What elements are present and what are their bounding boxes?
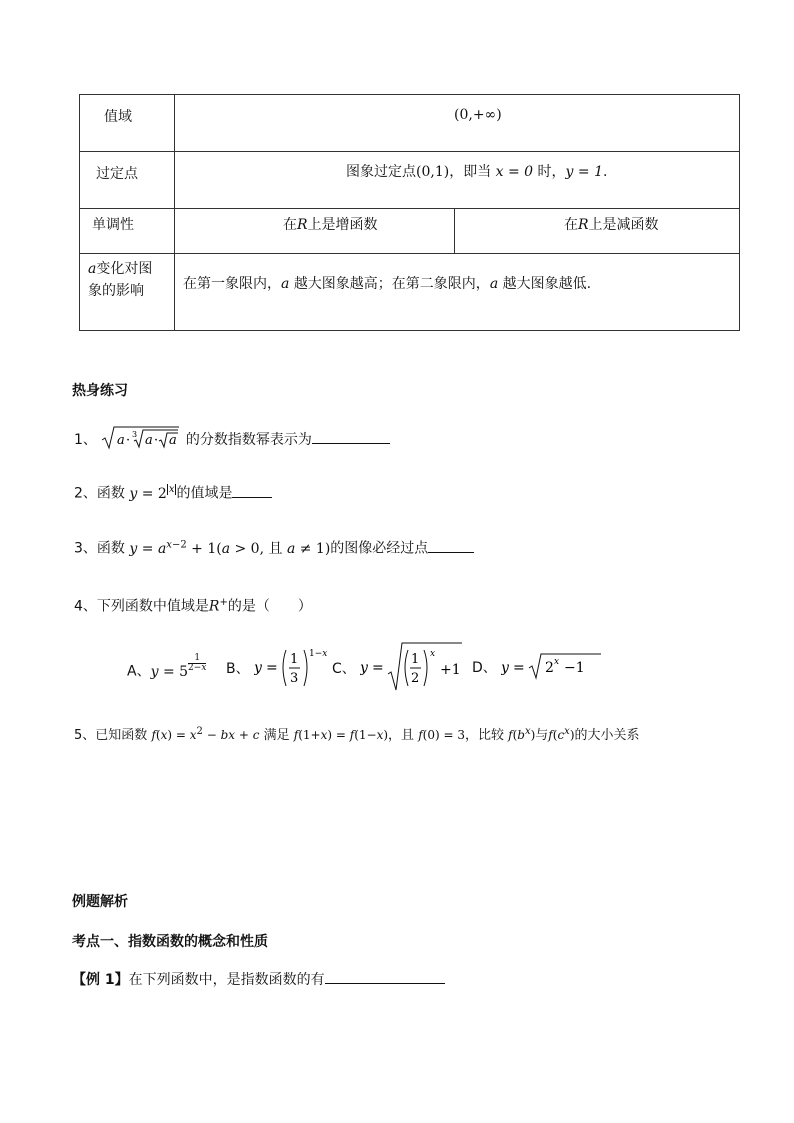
mono-right-pre: 在 [564, 217, 578, 233]
q5-mid1: 满足 [263, 728, 290, 743]
a-effect-part1: 在第一象限内， [183, 276, 281, 292]
q3-answer-blank [428, 538, 474, 553]
table-divider [80, 208, 739, 209]
q4-symbol-r: R [208, 598, 220, 615]
fixed-point-mid2: 时， [537, 164, 566, 180]
label-a-line2: 象的影响 [88, 283, 144, 299]
q2-pre: 函数 [96, 485, 125, 502]
svg-text:+1: +1 [440, 662, 461, 678]
question-3 [74, 535, 474, 559]
svg-text:y: y [254, 660, 262, 676]
q4-option-d-formula [501, 652, 603, 680]
label-a-var: a [88, 261, 97, 277]
table-divider [174, 95, 175, 330]
mono-left-post: 上是增函数 [307, 217, 378, 233]
svg-text:1−x: 1−x [309, 649, 328, 659]
q4-symbol-plus: + [219, 597, 228, 608]
label-a-line1: 变化对图 [96, 261, 153, 277]
q2-formula: y = 2 $^x$ [129, 484, 175, 502]
svg-text:1: 1 [290, 652, 299, 667]
mono-left-pre: 在 [283, 217, 297, 233]
row-label-monotonicity: 单调性 [92, 217, 134, 233]
q4-option-c-formula [360, 640, 464, 692]
q4-option-b [226, 644, 346, 690]
svg-text:x: x [430, 649, 436, 659]
kaodian-heading: 考点一、指数函数的概念和性质 [72, 934, 268, 950]
svg-text:2: 2 [545, 660, 555, 676]
example-1 [72, 969, 445, 990]
q4-option-a-label: A、 [127, 663, 151, 680]
svg-text:3: 3 [290, 671, 299, 686]
q3-number: 3、 [74, 540, 97, 557]
properties-table [79, 94, 740, 331]
svg-text:2: 2 [411, 671, 420, 686]
q1-text: 的分数指数幂表示为 [185, 432, 312, 448]
fixed-point-y: y = 1 [565, 164, 603, 180]
table-divider [80, 253, 739, 254]
question-5 [74, 722, 640, 746]
table-divider [80, 151, 739, 152]
fixed-point-prefix: 图象过定点 [346, 164, 416, 180]
row-label-fixed-point: 过定点 [96, 166, 138, 182]
svg-text:·: · [154, 433, 159, 448]
svg-text:a: a [117, 433, 126, 448]
q5-pre: 已知函数 [95, 728, 148, 743]
svg-text:1: 1 [411, 652, 420, 667]
example-1-text: 在下列函数中，是指数函数的有 [128, 972, 325, 988]
range-value: (0,+∞) [454, 107, 502, 123]
svg-text:·: · [126, 433, 131, 448]
q4-option-c [332, 640, 464, 692]
q4-option-c-label: C、 [332, 661, 356, 677]
monotonic-decreasing [564, 215, 659, 235]
svg-text:3: 3 [132, 430, 138, 439]
svg-text:x: x [554, 657, 560, 667]
svg-text:=: = [372, 660, 384, 676]
svg-text:a: a [169, 433, 178, 448]
svg-text:=: = [513, 660, 525, 676]
q5-symmetry: f(1+x) = f(1−x) [293, 728, 389, 742]
q5-number: 5、 [74, 728, 96, 743]
fixed-point-end: . [603, 164, 608, 180]
q1-number: 1、 [74, 432, 97, 448]
q3-text: 的图像必经过点 [330, 540, 429, 557]
question-2 [74, 480, 272, 504]
warmup-title: 热身练习 [72, 383, 128, 399]
fixed-point-coord: (0,1) [416, 164, 450, 180]
q5-value: f(0) = 3 [418, 728, 465, 742]
svg-text:a: a [145, 433, 154, 448]
q4-number: 4、 [74, 598, 97, 615]
fixed-point-x: x = 0 [495, 164, 534, 180]
table-divider [454, 208, 455, 253]
q4-option-d-label: D、 [472, 660, 497, 676]
q1-radical-expression [101, 425, 181, 451]
q1-answer-blank [312, 429, 390, 444]
q5-mid3: ，比较 [464, 728, 504, 743]
q4-option-a [127, 653, 207, 682]
q5-mid4: 与 [535, 728, 549, 743]
q4-option-a-formula: y = 5 $^{\frac{1}{2-x}}$ [150, 653, 207, 680]
mono-right-post: 上是减函数 [588, 217, 659, 233]
mono-right-var: R [578, 217, 589, 233]
q5-post: 的大小关系 [574, 728, 640, 743]
q4-option-b-label: B、 [226, 661, 250, 677]
example-1-label: 【例 1】 [72, 972, 129, 988]
a-effect-part2: 越大图象越高；在第二象限内， [293, 276, 490, 292]
svg-text:=: = [266, 660, 278, 676]
q4-option-d [472, 652, 603, 680]
q2-answer-blank [232, 483, 272, 498]
q3-pre: 函数 [96, 540, 125, 557]
row-label-range: 值域 [104, 109, 132, 125]
a-effect-var1: a [281, 276, 290, 292]
q5-function: $f(x) = x^2$ − bx + c [151, 726, 260, 742]
examples-title: 例题解析 [72, 894, 128, 910]
a-effect-value [183, 274, 591, 294]
q5-fbx: $f(b^x)$ [508, 726, 536, 742]
question-1 [74, 425, 390, 451]
a-effect-var2: a [489, 276, 499, 292]
q4-post: 的是（ ） [227, 598, 312, 615]
a-effect-part3: 越大图象越低. [502, 276, 592, 292]
row-label-a-effect [88, 258, 172, 302]
fixed-point-mid: ，即当 [449, 164, 492, 180]
q2-text: 的值域是 [176, 485, 233, 502]
q5-mid2: ，且 [388, 728, 415, 743]
q4-pre: 下列函数中值域是 [96, 598, 209, 615]
q3-formula: $y = a^{x-2} + 1(a > 0$, 且 a ≠ 1) [129, 539, 331, 557]
q5-fcx: $f(c^x)$ [548, 726, 575, 742]
mono-left-var: R [297, 217, 308, 233]
svg-text:y: y [360, 660, 369, 676]
fixed-point-value [346, 162, 607, 182]
example-1-answer-blank [325, 969, 445, 984]
svg-text:y: y [501, 660, 510, 676]
question-4 [74, 593, 312, 617]
svg-text:−1: −1 [564, 660, 585, 676]
monotonic-increasing [283, 215, 378, 235]
q2-number: 2、 [74, 485, 97, 502]
